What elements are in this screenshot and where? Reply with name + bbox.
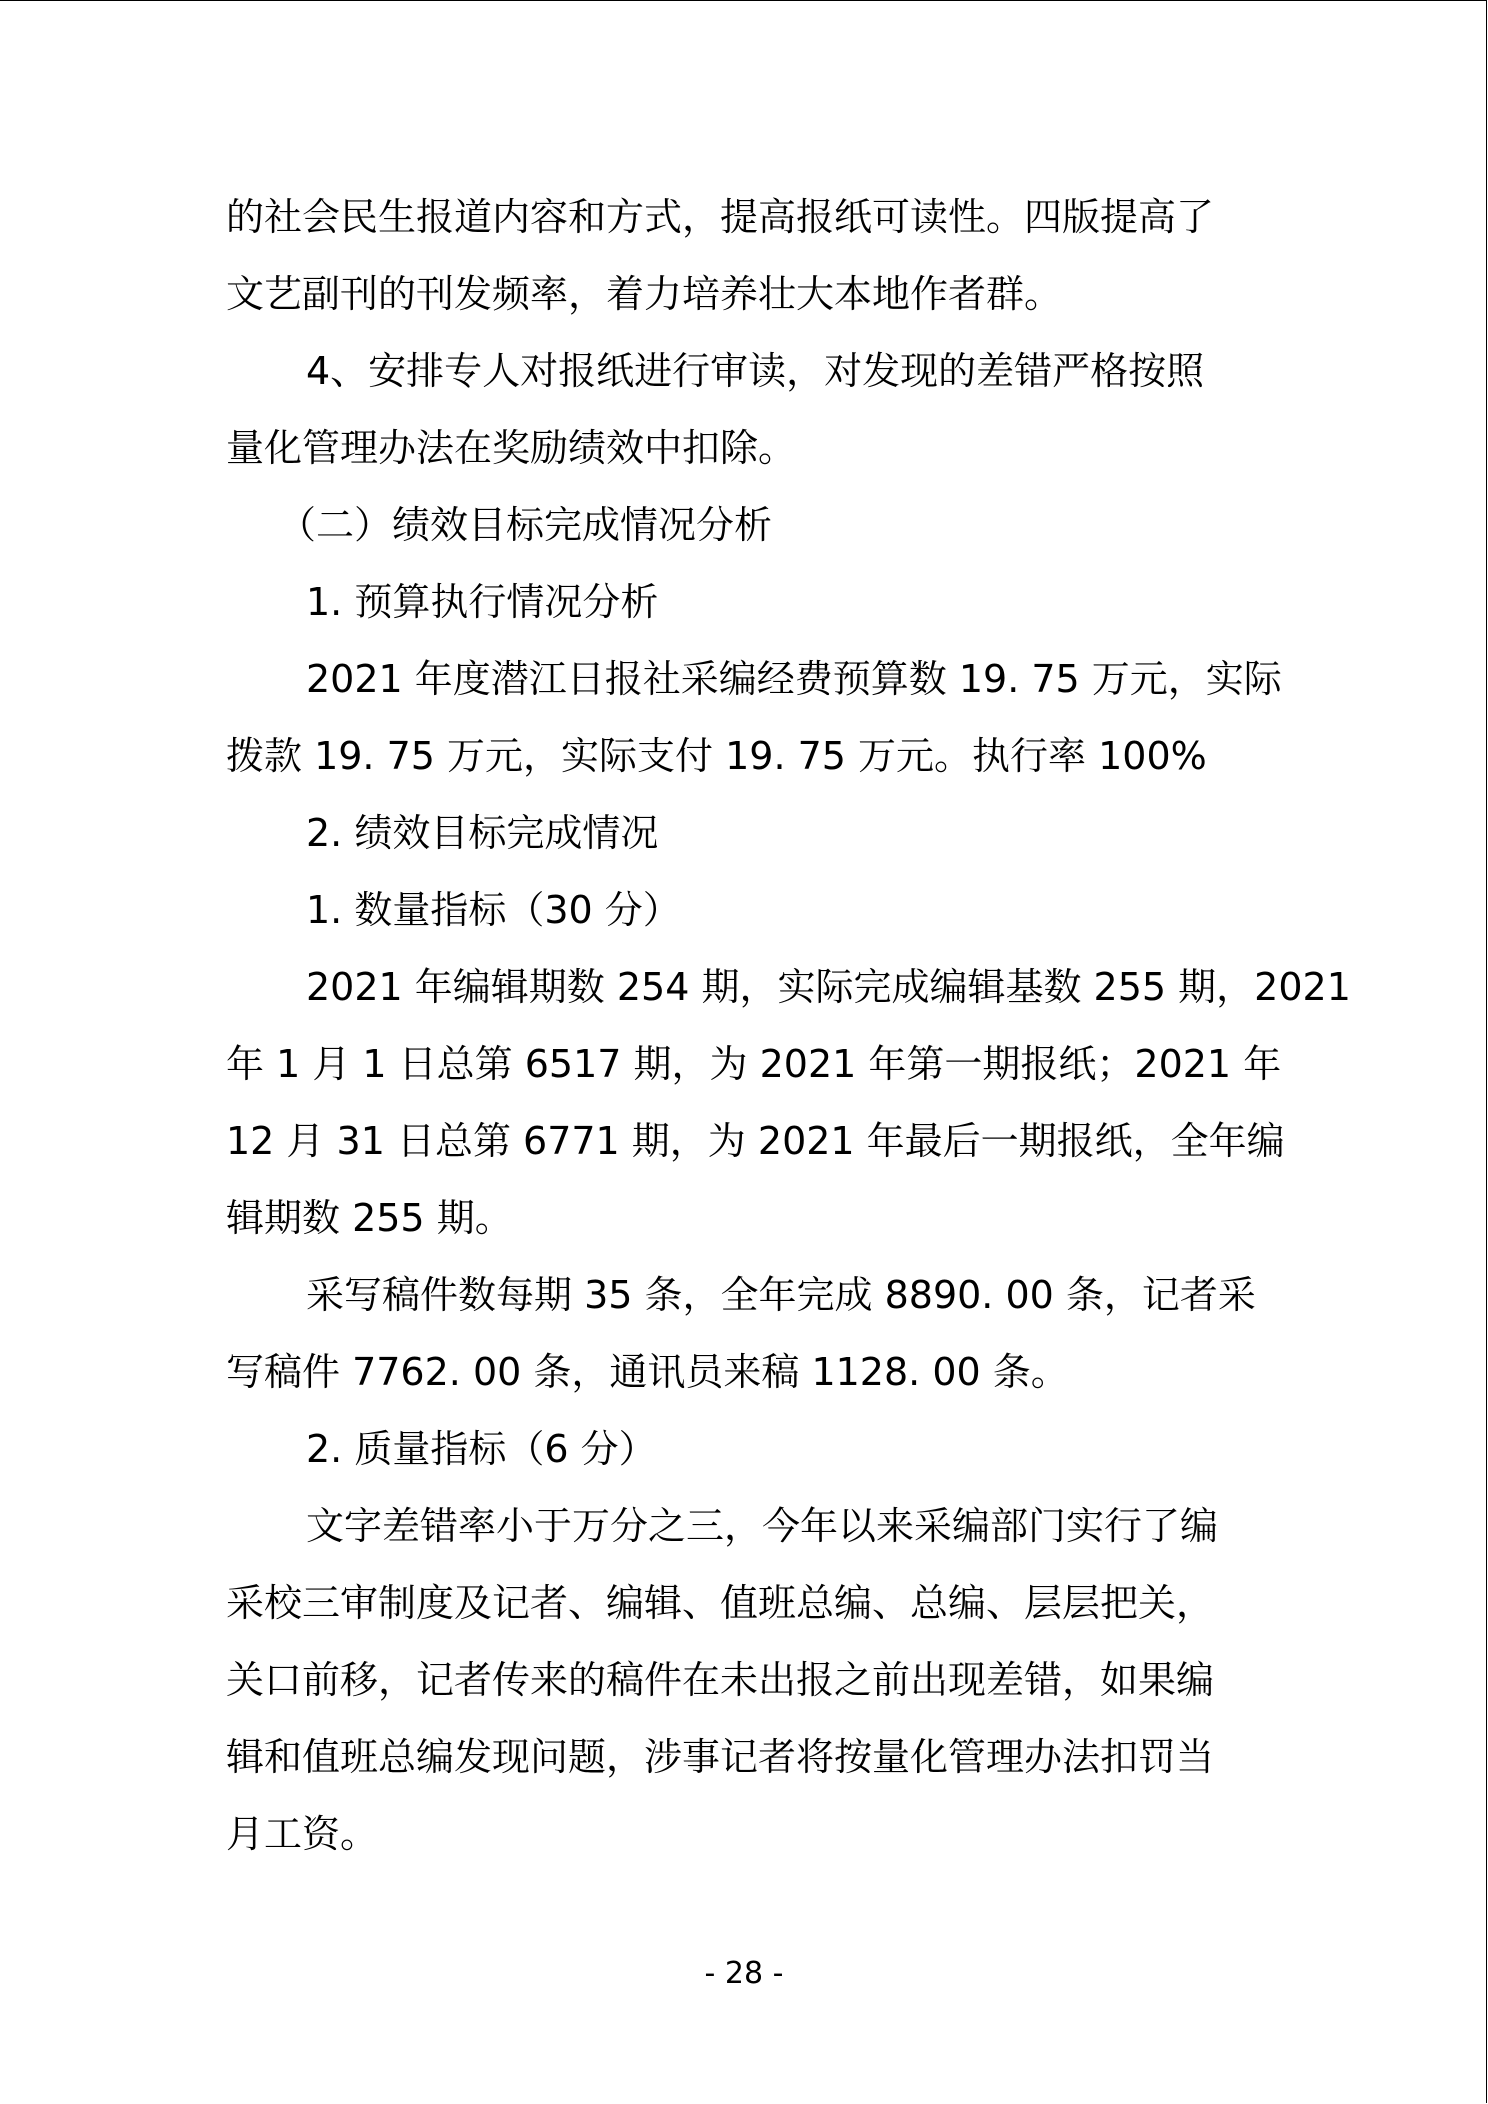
paragraph-line: 采写稿件数每期 35 条，全年完成 8890. 00 条，记者采 <box>306 1273 1256 1317</box>
section-heading: （二）绩效目标完成情况分析 <box>278 503 773 547</box>
paragraph-line: 拨款 19. 75 万元，实际支付 19. 75 万元。执行率 100% <box>226 734 1207 778</box>
paragraph-line: 辑期数 255 期。 <box>226 1196 513 1240</box>
paragraph-line: 的社会民生报道内容和方式，提高报纸可读性。四版提高了 <box>226 195 1215 239</box>
paragraph-line: 写稿件 7762. 00 条，通讯员来稿 1128. 00 条。 <box>226 1350 1069 1394</box>
paragraph-line: 辑和值班总编发现问题，涉事记者将按量化管理办法扣罚当 <box>226 1735 1215 1779</box>
paragraph-line: 文字差错率小于万分之三，今年以来采编部门实行了编 <box>306 1504 1219 1548</box>
paragraph-line: 年 1 月 1 日总第 6517 期，为 2021 年第一期报纸；2021 年 <box>226 1042 1282 1086</box>
paragraph-line: 12 月 31 日总第 6771 期，为 2021 年最后一期报纸，全年编 <box>226 1119 1285 1163</box>
paragraph-line: 采校三审制度及记者、编辑、值班总编、总编、层层把关， <box>226 1581 1215 1625</box>
paragraph-line: 2021 年编辑期数 254 期，实际完成编辑基数 255 期，2021 <box>306 965 1351 1009</box>
paragraph-line: 关口前移，记者传来的稿件在未出报之前出现差错，如果编 <box>226 1658 1215 1702</box>
subsection-heading: 2. 质量指标（6 分） <box>306 1427 657 1471</box>
paragraph-line: 4、安排专人对报纸进行审读，对发现的差错严格按照 <box>306 349 1205 393</box>
subsection-heading: 1. 预算执行情况分析 <box>306 580 659 624</box>
subsection-heading: 2. 绩效目标完成情况 <box>306 811 659 855</box>
paragraph-line: 量化管理办法在奖励绩效中扣除。 <box>226 426 797 470</box>
paragraph-line: 2021 年度潜江日报社采编经费预算数 19. 75 万元，实际 <box>306 657 1282 701</box>
page-number: - 28 - <box>704 1956 784 1991</box>
paragraph-line: 文艺副刊的刊发频率，着力培养壮大本地作者群。 <box>226 272 1063 316</box>
subsection-heading: 1. 数量指标（30 分） <box>306 888 681 932</box>
paragraph-line: 月工资。 <box>226 1812 379 1856</box>
